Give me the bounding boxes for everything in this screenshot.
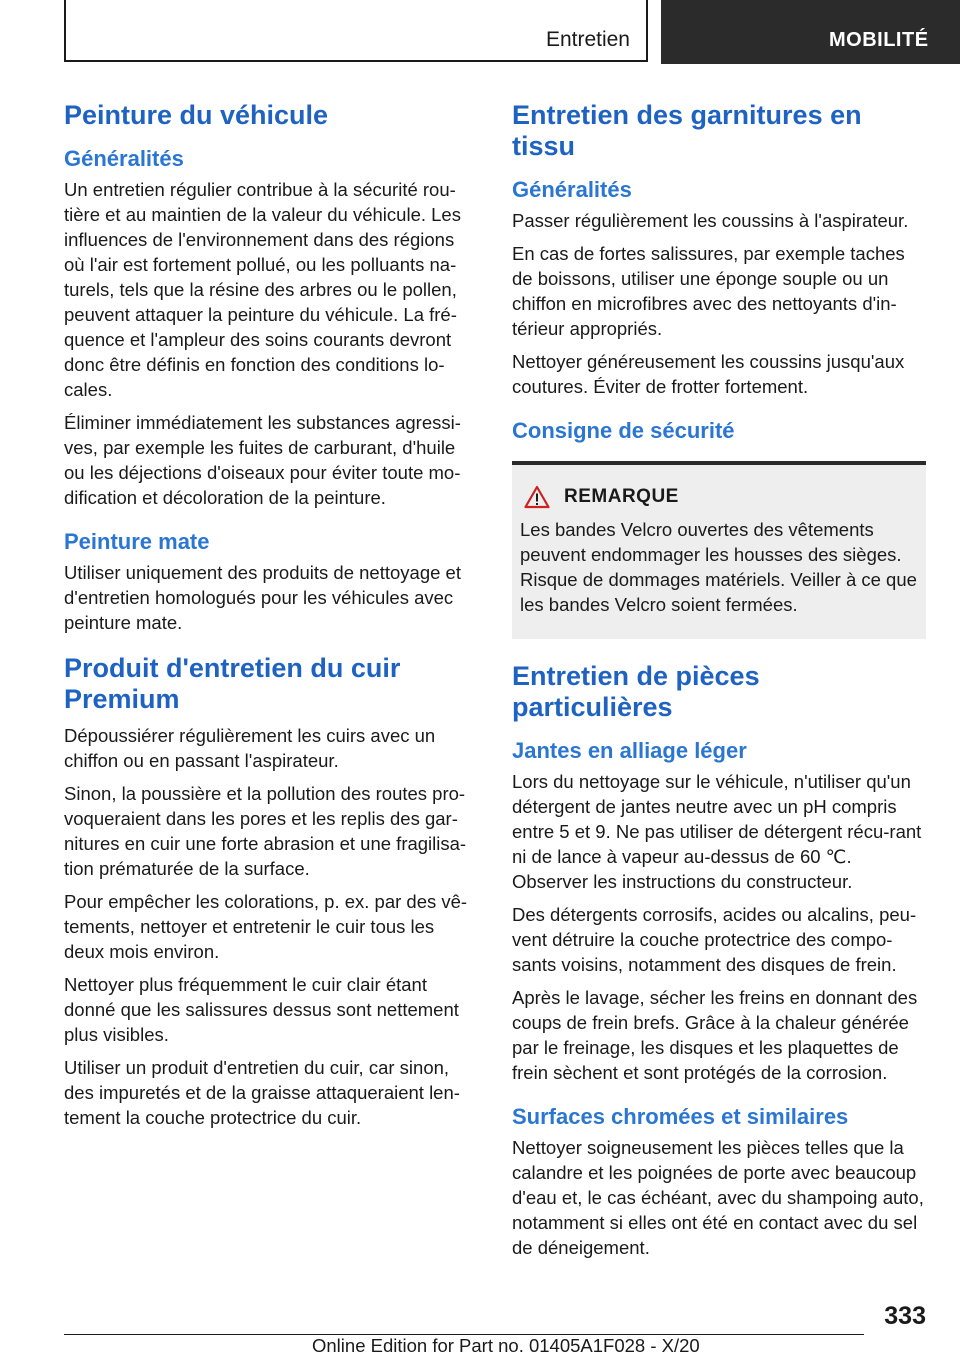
- notice-box: [512, 461, 926, 639]
- warning-triangle-icon: [524, 485, 550, 509]
- header-chapter-tab: MOBILITÉ: [661, 0, 960, 64]
- fabric-paragraph-1: Passer régulièrement les coussins à l'aspirateur.: [512, 210, 909, 231]
- fabric-care-heading: Entretien des garnitures en tissu: [512, 100, 862, 161]
- leather-care-heading: Produit d'entretien du cuir Premium: [64, 653, 401, 714]
- fabric-general-subheading: Généralités: [512, 177, 632, 202]
- alloy-rims-subheading: Jantes en alliage léger: [512, 738, 747, 763]
- matte-paint-paragraph: Utiliser uniquement des produits de nettoyage et d'entretien homologués pour les véhicules avec peinture mate.: [64, 562, 461, 633]
- paint-general-paragraph-2: Éliminer immédiatement les substances agressi-ves, par exemple les fuites de carburant, d'huile ou les déjections d'oiseaux pour éviter toute mo-dification et décoloration de la peinture.: [64, 412, 461, 508]
- leather-paragraph-3: Pour empêcher les colorations, p. ex. par des vê-tements, nettoyer et entretenir le cuir tous les deux mois environ.: [64, 891, 468, 962]
- left-column: [64, 100, 478, 1138]
- notice-header: [520, 485, 918, 509]
- chrome-paragraph: Nettoyer soigneusement les pièces telles que la calandre et les poignées de porte avec beaucoup d'eau et, le cas échéant, avec du shampoing auto, notamment si elles ont été en contact avec du sel de déneigement.: [512, 1137, 924, 1258]
- rims-paragraph-2: Des détergents corrosifs, acides ou alcalins, peu-vent détruire la couche protectrice des compo-sants voisins, notamment des disques de frein.: [512, 904, 917, 975]
- leather-paragraph-2: Sinon, la poussière et la pollution des routes pro-voqueraient dans les pores et les replis des gar-nitures en cuir une forte abrasion et une fragilisa-tion prématurée de la surface.: [64, 783, 467, 879]
- leather-paragraph-5: Utiliser un produit d'entretien du cuir, car sinon, des impuretés et de la graisse attaqueraient len-tement la couche protectrice du cuir.: [64, 1057, 460, 1128]
- matte-paint-subheading: Peinture mate: [64, 529, 210, 554]
- safety-notice-subheading: Consigne de sécurité: [512, 418, 735, 443]
- right-column: [512, 100, 926, 1268]
- vehicle-paint-heading: Peinture du véhicule: [64, 100, 329, 130]
- rims-paragraph-3: Après le lavage, sécher les freins en donnant des coups de frein brefs. Grâce à la chaleur générée par le freinage, les disques et les plaquettes de frein sèchent et sont protégés de la corrosion.: [512, 987, 918, 1083]
- rims-paragraph-1: Lors du nettoyage sur le véhicule, n'utiliser qu'un détergent de jantes neutre avec un pH compris entre 5 et 9. Ne pas utiliser de détergent récu-rant ni de lance à vapeur au-dessus de 60 ℃. Observer les instructions du constructeur.: [512, 771, 922, 892]
- paint-general-subheading: Généralités: [64, 146, 184, 171]
- leather-paragraph-1: Dépoussiérer régulièrement les cuirs avec un chiffon ou en passant l'aspirateur.: [64, 725, 436, 771]
- chrome-surfaces-subheading: Surfaces chromées et similaires: [512, 1104, 849, 1129]
- page-number: 333: [884, 1302, 926, 1330]
- paint-general-paragraph-1: Un entretien régulier contribue à la sécurité rou-tière et au maintien de la valeur du véhicule. Les influences de l'environnement dans des régions où l'air est fortement pollué, ou les polluants na-turels, tels que la résine des arbres ou le pollen, peuvent attaquer la peinture du véhicule. La fré-quence et l'ampleur des soins courants devront donc être définis en fonction des conditions lo-cales.: [64, 179, 461, 400]
- fabric-paragraph-3: Nettoyer généreusement les coussins jusqu'aux coutures. Éviter de frotter fortement.: [512, 351, 905, 397]
- leather-paragraph-4: Nettoyer plus fréquemment le cuir clair étant donné que les salissures dessus sont nettement plus visibles.: [64, 974, 459, 1045]
- notice-text: Les bandes Velcro ouvertes des vêtements peuvent endommager les housses des sièges. Risque de dommages matériels. Veiller à ce que les bandes Velcro soient fermées.: [520, 519, 917, 615]
- header-section-title: Entretien: [545, 28, 630, 51]
- fabric-paragraph-2: En cas de fortes salissures, par exemple taches de boissons, utiliser une éponge souple ou un chiffon en microfibres avec des nettoyants d'in-térieur appropriés.: [512, 243, 905, 339]
- page-header: [0, 0, 960, 66]
- notice-label: REMARQUE: [564, 486, 679, 507]
- footer-edition-text: Online Edition for Part no. 01405A1F028 - X/20: [312, 1335, 700, 1356]
- special-parts-heading: Entretien de pièces particulières: [512, 661, 760, 722]
